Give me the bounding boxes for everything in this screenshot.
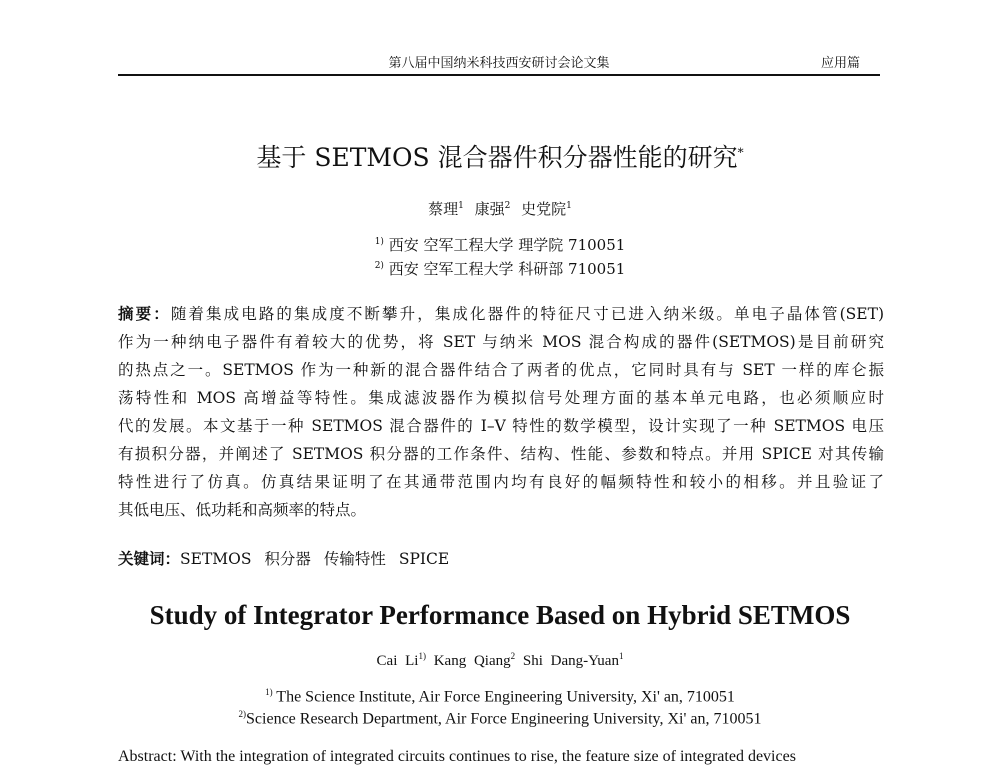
- aff-mark: 2): [238, 709, 247, 719]
- affiliation: [0, 234, 1000, 255]
- title-text: 基于 SETMOS 混合器件积分器性能的研究: [256, 143, 738, 172]
- abstract-line: [118, 300, 884, 328]
- author-aff: 1): [418, 651, 426, 661]
- abstract-text: 随着集成电路的集成度不断攀升，集成化器件的特征尺寸已进入纳米级。单电子晶体管(SET): [170, 305, 884, 323]
- keyword: 传输特性: [323, 550, 386, 568]
- english-affiliation: [0, 709, 1000, 728]
- keywords: [118, 547, 449, 569]
- keywords-label: 关键词：: [118, 549, 181, 568]
- keyword: SETMOS: [180, 550, 252, 568]
- abstract-label: 摘要：: [118, 304, 171, 323]
- aff-text: 西安 空军工程大学 理学院 710051: [388, 236, 626, 254]
- author-aff: 1: [566, 201, 572, 211]
- affiliation: [0, 258, 1000, 279]
- running-header: [118, 50, 880, 76]
- abstract-line: 荡特性和 MOS 高增益等特性。集成滤波器作为模拟信号处理方面的基本单元电路，也必须顺应时: [118, 389, 884, 407]
- aff-text: Science Research Department, Air Force Engineering University, Xi' an, 710051: [246, 710, 762, 728]
- author: Shi Dang-Yuan: [522, 653, 619, 669]
- aff-text: The Science Institute, Air Force Engineering University, Xi' an, 710051: [276, 688, 735, 706]
- abstract-line: 作为一种纳电子器件有着较大的优势，将 SET 与纳米 MOS 混合构成的器件(SETMOS)是目前研究: [118, 333, 884, 351]
- author: Cai Li: [376, 653, 419, 669]
- keyword: 积分器: [264, 550, 311, 568]
- abstract-zh: [118, 300, 884, 524]
- journal-name: 第八届中国纳米科技西安研讨会论文集: [388, 56, 610, 71]
- keyword: SPICE: [398, 550, 450, 568]
- section-name: 应用篇: [820, 56, 860, 71]
- author-aff: 2: [504, 201, 511, 211]
- author-aff: 2: [510, 651, 516, 661]
- english-authors: [0, 651, 1000, 670]
- author: 康强: [474, 200, 505, 218]
- abstract-line: 其低电压、低功耗和高频率的特点。: [118, 501, 367, 519]
- english-title: Study of Integrator Performance Based on Hybrid SETMOS: [149, 600, 851, 630]
- abstract-line: 代的发展。本文基于一种 SETMOS 混合器件的 I–V 特性的数学模型，设计实现了一种 SETMOS 电压: [118, 417, 884, 435]
- abstract-line: 的热点之一。SETMOS 作为一种新的混合器件结合了两者的优点，它同时具有与 SET 一样的库仑振: [118, 361, 884, 379]
- author: Kang Qiang: [433, 653, 511, 669]
- aff-mark: 1): [374, 237, 384, 247]
- author-aff: 1: [618, 651, 624, 661]
- title-footnote-mark: *: [737, 145, 744, 160]
- aff-mark: 2): [374, 261, 384, 271]
- abstract-line: 有损积分器，并阐述了 SETMOS 积分器的工作条件、结构、性能、参数和特点。并用 SPICE 对其传输: [118, 445, 884, 463]
- paper-title: [0, 138, 1000, 174]
- aff-mark: 1): [265, 687, 273, 697]
- english-abstract-start: Abstract: With the integration of integrated circuits continues to rise, the feature size of integrated devices: [118, 748, 796, 765]
- aff-text: 西安 空军工程大学 科研部 710051: [388, 260, 626, 278]
- abstract-line: 特性进行了仿真。仿真结果证明了在其通带范围内均有良好的幅频特性和较小的相移。并且验证了: [118, 473, 884, 491]
- author: 蔡理: [428, 200, 459, 218]
- authors: [0, 198, 1000, 219]
- english-affiliation: [0, 687, 1000, 706]
- author-aff: 1: [458, 201, 464, 211]
- author: 史党院: [521, 200, 567, 218]
